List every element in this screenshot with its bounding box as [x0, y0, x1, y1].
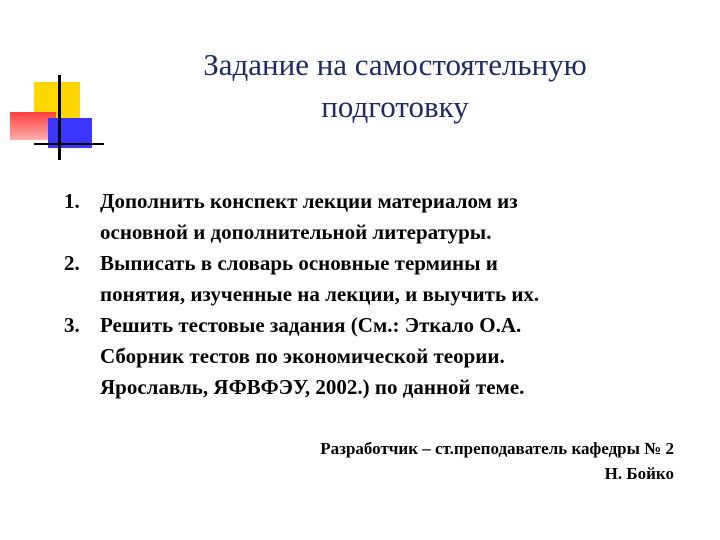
horizontal-line — [34, 143, 104, 145]
task-item-3 — [64, 310, 684, 403]
task-text: Дополнить конспект лекции материалом из основной и дополнительной литературы. — [100, 189, 518, 244]
task-number: 3. — [64, 313, 80, 337]
author-credit — [320, 436, 674, 486]
task-text: Решить тестовые задания (См.: Эткало О.А. Сборник тестов по экономической теории. Ярославль, ЯФВФЭУ, 2002.) по данной теме. — [100, 313, 525, 399]
author-position: Разработчик – ст.преподаватель кафедры № 2 — [320, 439, 674, 458]
slide-title — [100, 44, 690, 128]
author-name: Н. Бойко — [604, 464, 674, 483]
task-item-2 — [64, 248, 684, 310]
task-number: 2. — [64, 251, 80, 275]
task-item-1 — [64, 186, 684, 248]
title-line-1: Задание на самостоятельную — [203, 47, 587, 82]
task-text: Выписать в словарь основные термины и понятия, изученные на лекции, и выучить их. — [100, 251, 540, 306]
title-line-2: подготовку — [321, 89, 469, 124]
task-number: 1. — [64, 189, 80, 213]
vertical-line — [58, 75, 61, 160]
task-list — [64, 186, 684, 403]
